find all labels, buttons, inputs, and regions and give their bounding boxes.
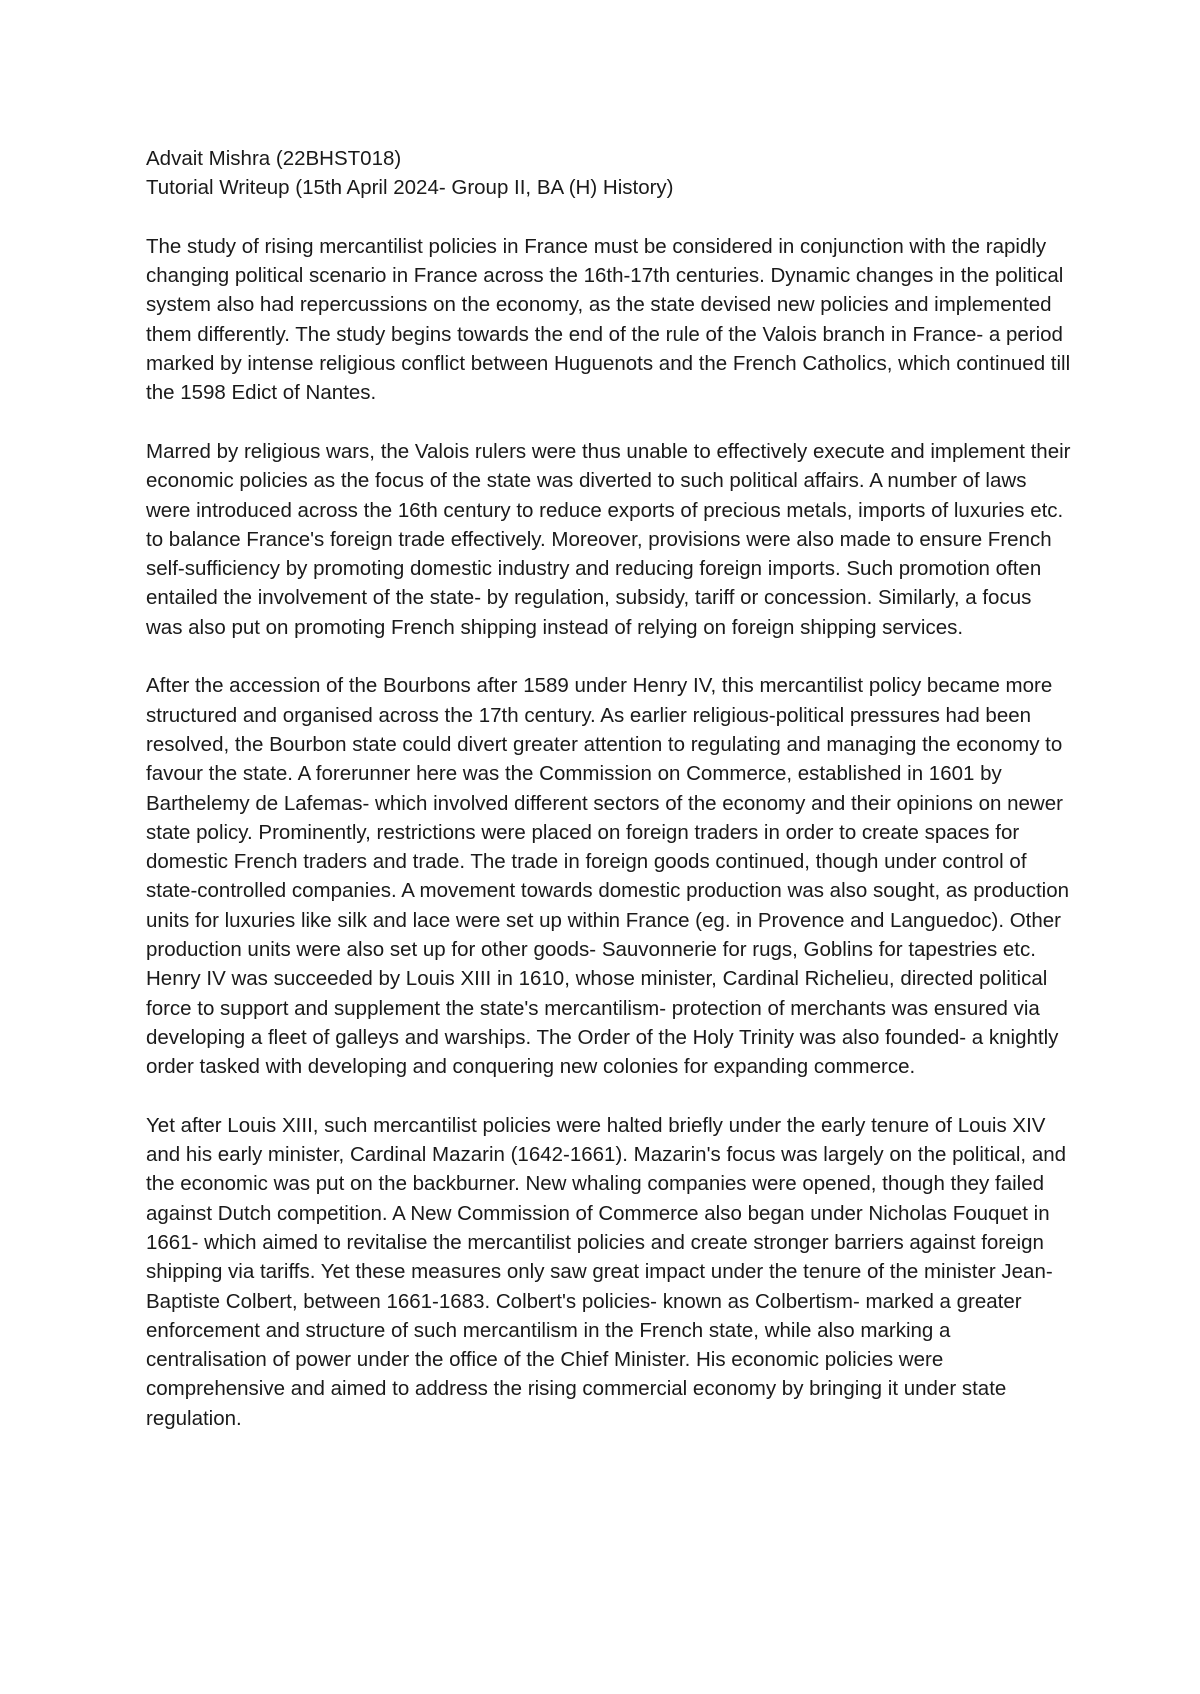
paragraph-3: After the accession of the Bourbons after 1589 under Henry IV, this mercantilist policy became more structured and organised across the 17th century. As earlier religious-political pressures had been resolved, the Bourbon state could divert greater attention to regulating and managing the economy to favour the state. A forerunner here was the Commission on Commerce, established in 1601 by Barthelemy de Lafemas- which involved different sectors of the economy and their opinions on newer state policy. Prominently, restrictions were placed on foreign traders in order to create spaces for domestic French traders and trade. The trade in foreign goods continued, though under control of state-controlled companies. A movement towards domestic production was also sought, as production units for luxuries like silk and lace were set up within France (eg. in Provence and Languedoc). Other production units were also set up for other goods- Sauvonnerie for rugs, Goblins for tapestries etc. Henry IV was succeeded by Louis XIII in 1610, whose minister, Cardinal Richelieu, directed political force to support and supplement the state's mercantilism- protection of merchants was ensured via developing a fleet of galleys and warships. The Order of the Holy Trinity was also founded- a knightly order tasked with developing and conquering new colonies for expanding commerce. <box>146 674 1069 1079</box>
document-body <box>146 144 1071 1433</box>
paragraph-4: Yet after Louis XIII, such mercantilist policies were halted briefly under the early tenure of Louis XIV and his early minister, Cardinal Mazarin (1642-1661). Mazarin's focus was largely on the political, and the economic was put on the backburner. New whaling companies were opened, though they failed against Dutch competition. A New Commission of Commerce also began under Nicholas Fouquet in 1661- which aimed to revitalise the mercantilist policies and create stronger barriers against foreign shipping via tariffs. Yet these measures only saw great impact under the tenure of the minister Jean-Baptiste Colbert, between 1661-1683. Colbert's policies- known as Colbertism- marked a greater enforcement and structure of such mercantilism in the French state, while also marking a centralisation of power under the office of the Chief Minister. His economic policies were comprehensive and aimed to address the rising commercial economy by bringing it under state regulation. <box>146 1113 1067 1430</box>
subtitle-line: Tutorial Writeup (15th April 2024- Group II, BA (H) History) <box>146 176 674 200</box>
paragraph-2: Marred by religious wars, the Valois rulers were thus unable to effectively execute and implement their economic policies as the focus of the state was diverted to such political affairs. A number of laws were introduced across the 16th century to reduce exports of precious metals, imports of luxuries etc. to balance France's foreign trade effectively. Moreover, provisions were also made to ensure French self-sufficiency by promoting domestic industry and reducing foreign imports. Such promotion often entailed the involvement of the state- by regulation, subsidy, tariff or concession. Similarly, a focus was also put on promoting French shipping instead of relying on foreign shipping services. <box>146 439 1071 639</box>
author-line: Advait Mishra (22BHST018) <box>146 147 402 170</box>
paragraph-1: The study of rising mercantilist policies in France must be considered in conjunction with the rapidly changing political scenario in France across the 16th-17th centuries. Dynamic changes in the political system also had repercussions on the economy, as the state devised new policies and implemented them differently. The study begins towards the end of the rule of the Valois branch in France- a period marked by intense religious conflict between Huguenots and the French Catholics, which continued till the 1598 Edict of Nantes. <box>146 234 1071 405</box>
document-header <box>146 144 1071 203</box>
